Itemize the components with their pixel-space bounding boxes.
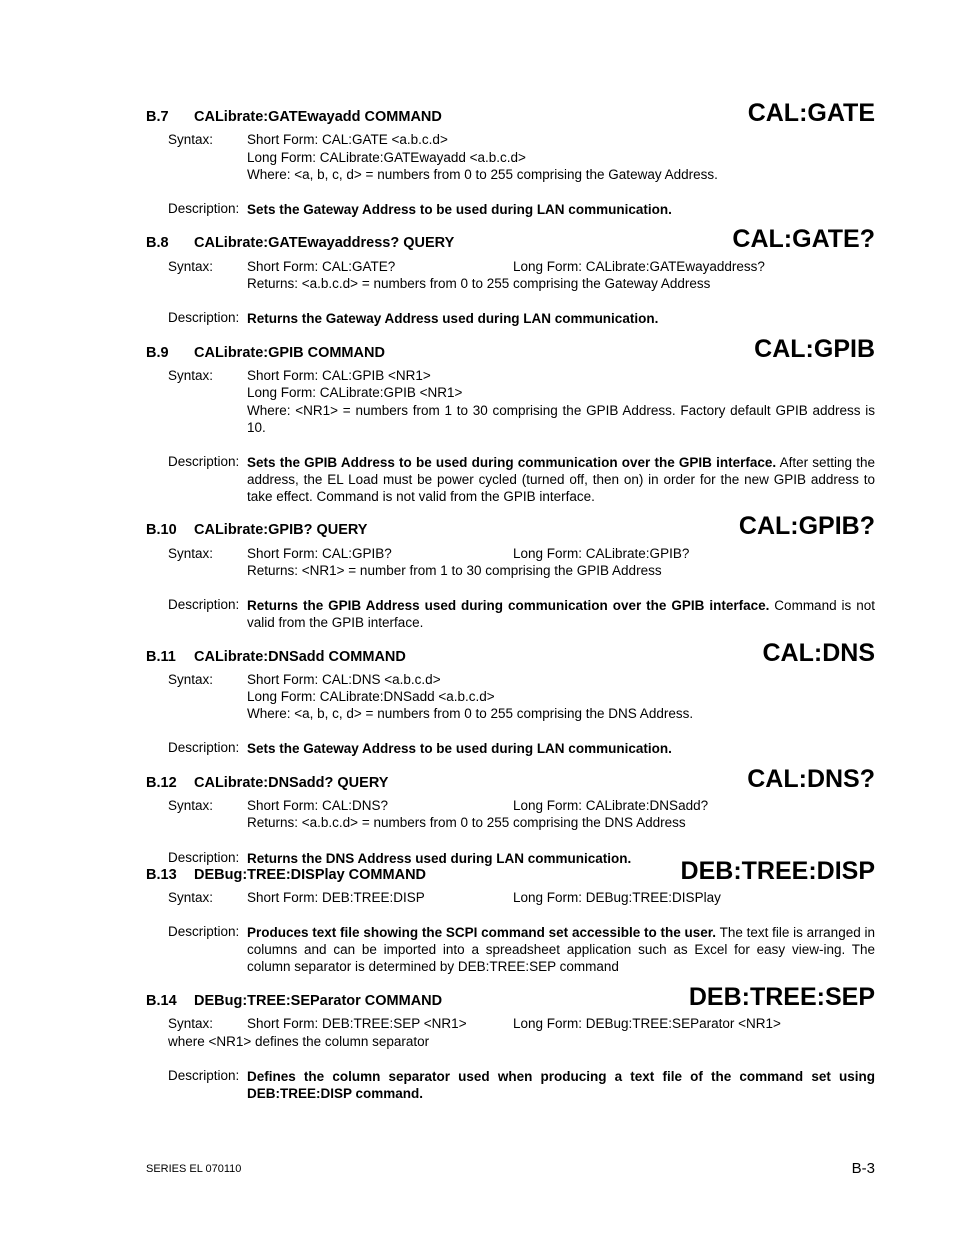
description-label: Description: — [168, 201, 240, 216]
syntax-label: Syntax: — [168, 798, 214, 813]
section-number: B.10 — [146, 522, 177, 538]
short-form: Short Form: CAL:DNS <a.b.c.d> — [247, 672, 441, 687]
section-heading — [146, 345, 385, 361]
syntax-label: Syntax: — [168, 368, 214, 383]
section-heading — [146, 867, 426, 883]
description-label: Description: — [168, 1068, 240, 1083]
description-bold: Sets the Gateway Address to be used during LAN communication. — [247, 741, 672, 756]
description-label: Description: — [168, 310, 240, 325]
short-form: Short Form: DEB:TREE:SEP <NR1> — [247, 1016, 467, 1031]
description-text — [247, 740, 875, 757]
short-form: Short Form: CAL:GPIB? — [247, 546, 392, 561]
description-label: Description: — [168, 924, 240, 939]
description-text — [247, 1068, 875, 1102]
description-rest: Command is not valid from the GPIB interface. — [247, 598, 876, 630]
long-form: Long Form: CALibrate:GPIB <NR1> — [247, 385, 463, 400]
section-number: B.9 — [146, 345, 169, 361]
description-text — [247, 454, 875, 505]
short-form: Short Form: CAL:DNS? — [247, 798, 389, 813]
syntax-label: Syntax: — [168, 132, 214, 147]
command-keyword: CAL:GATE — [747, 99, 875, 127]
short-form: Short Form: CAL:GATE <a.b.c.d> — [247, 132, 448, 147]
description-text — [247, 310, 875, 327]
syntax-note: Where: <a, b, c, d> = numbers from 0 to 255 comprising the DNS Address. — [247, 706, 694, 721]
long-form: Long Form: CALibrate:DNSadd? — [513, 798, 709, 813]
section-title: CALibrate:GATEwayadd COMMAND — [194, 109, 442, 125]
description-text — [247, 201, 875, 218]
long-form: Long Form: CALibrate:GPIB? — [513, 546, 690, 561]
description-label: Description: — [168, 454, 240, 469]
section-title: DEBug:TREE:SEParator COMMAND — [194, 993, 443, 1009]
long-form: Long Form: CALibrate:GATEwayaddress? — [513, 259, 765, 274]
description-bold: Returns the GPIB Address used during communication over the GPIB interface. — [247, 598, 770, 613]
command-keyword: CAL:GPIB? — [738, 512, 875, 540]
section-number: B.13 — [146, 867, 177, 883]
description-rest: After setting the address, the EL Load must be power cycled (turned off, then on) in order for the new GPIB address to take effect. Command is not valid from the GPIB interface. — [247, 455, 875, 504]
page-number: B-3 — [851, 1160, 875, 1177]
command-keyword: CAL:GATE? — [732, 225, 875, 253]
short-form: Short Form: CAL:GPIB <NR1> — [247, 368, 431, 383]
description-rest: The text file is arranged in columns and can be imported into a spreadsheet application such as Excel for easy view-ing. The column separator is determined by DEB:TREE:SEP command — [247, 925, 875, 974]
section-number: B.12 — [146, 775, 177, 791]
long-form: Long Form: DEBug:TREE:SEParator <NR1> — [513, 1016, 781, 1031]
command-keyword: CAL:GPIB — [754, 335, 875, 363]
description-label: Description: — [168, 850, 240, 865]
syntax-label: Syntax: — [168, 1016, 214, 1031]
footer-series: SERIES EL 070110 — [146, 1163, 242, 1175]
description-text — [247, 597, 875, 631]
section-number: B.11 — [146, 649, 176, 665]
section-title: CALibrate:DNSadd? QUERY — [194, 775, 389, 791]
description-bold: Returns the DNS Address used during LAN communication. — [247, 851, 632, 866]
description-bold: Returns the Gateway Address used during LAN communication. — [247, 311, 659, 326]
syntax-note: Where: <a, b, c, d> = numbers from 0 to 255 comprising the Gateway Address. — [247, 167, 718, 182]
long-form: Long Form: CALibrate:GATEwayadd <a.b.c.d> — [247, 150, 526, 165]
section-title: CALibrate:GPIB? QUERY — [194, 522, 368, 538]
description-label: Description: — [168, 740, 240, 755]
description-bold: Sets the GPIB Address to be used during communication over the GPIB interface. — [247, 455, 777, 470]
long-form: Long Form: DEBug:TREE:DISPlay — [513, 890, 721, 905]
syntax-note: Returns: <a.b.c.d> = numbers from 0 to 255 comprising the Gateway Address — [247, 276, 711, 291]
syntax-note: Returns: <a.b.c.d> = numbers from 0 to 255 comprising the DNS Address — [247, 815, 686, 830]
syntax-label: Syntax: — [168, 259, 214, 274]
long-form: Long Form: CALibrate:DNSadd <a.b.c.d> — [247, 689, 495, 704]
section-heading — [146, 775, 388, 791]
description-label: Description: — [168, 597, 240, 612]
short-form: Short Form: CAL:GATE? — [247, 259, 396, 274]
section-heading — [146, 993, 442, 1009]
section-number: B.8 — [146, 235, 169, 251]
section-number: B.14 — [146, 993, 177, 1009]
section-title: CALibrate:GATEwayaddress? QUERY — [194, 235, 455, 251]
syntax-note: Where: <NR1> = numbers from 1 to 30 comprising the GPIB Address. Factory default GPIB address is 10. — [247, 403, 875, 435]
command-keyword: DEB:TREE:SEP — [688, 983, 875, 1011]
description-bold: Defines the column separator used when producing a text file of the command set using DEB:TREE:DISP command. — [247, 1069, 875, 1101]
command-keyword: DEB:TREE:DISP — [680, 857, 875, 885]
syntax-label: Syntax: — [168, 890, 214, 905]
section-heading — [146, 649, 406, 665]
description-text — [247, 924, 875, 975]
description-bold: Sets the Gateway Address to be used during LAN communication. — [247, 202, 672, 217]
syntax-note: where <NR1> defines the column separator — [168, 1034, 430, 1049]
section-number: B.7 — [146, 109, 169, 125]
command-keyword: CAL:DNS — [762, 639, 875, 667]
command-keyword: CAL:DNS? — [747, 765, 875, 793]
section-title: DEBug:TREE:DISPlay COMMAND — [194, 867, 427, 883]
section-title: CALibrate:GPIB COMMAND — [194, 345, 385, 361]
section-heading — [146, 522, 367, 538]
syntax-label: Syntax: — [168, 546, 214, 561]
section-title: CALibrate:DNSadd COMMAND — [194, 649, 406, 665]
section-heading — [146, 235, 454, 251]
syntax-label: Syntax: — [168, 672, 214, 687]
section-heading — [146, 109, 442, 125]
syntax-note: Returns: <NR1> = number from 1 to 30 comprising the GPIB Address — [247, 563, 662, 578]
short-form: Short Form: DEB:TREE:DISP — [247, 890, 425, 905]
description-bold: Produces text file showing the SCPI command set accessible to the user. — [247, 925, 717, 940]
